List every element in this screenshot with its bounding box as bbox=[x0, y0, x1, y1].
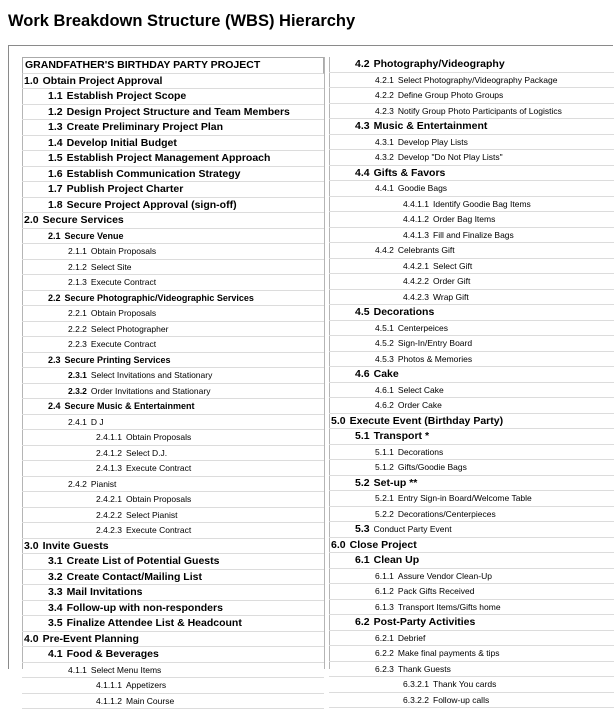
wbs-task: Create List of Potential Guests bbox=[67, 554, 220, 569]
wbs-task: Select Photographer bbox=[91, 322, 169, 337]
wbs-number: 1.7 bbox=[48, 182, 63, 197]
wbs-row bbox=[22, 213, 324, 229]
wbs-number: 2.4.1.2 bbox=[96, 446, 122, 461]
wbs-task: Design Project Structure and Team Members bbox=[67, 105, 290, 120]
wbs-task: Gifts & Favors bbox=[374, 166, 446, 181]
wbs-number: 4.1 bbox=[48, 647, 63, 662]
wbs-number: 3.1 bbox=[48, 554, 63, 569]
wbs-row bbox=[329, 88, 614, 104]
wbs-number: 4.5.1 bbox=[375, 321, 394, 336]
wbs-row bbox=[329, 646, 614, 662]
wbs-number: 1.5 bbox=[48, 151, 63, 166]
wbs-row bbox=[22, 461, 324, 477]
wbs-number: 2.4.2.1 bbox=[96, 492, 122, 507]
wbs-row bbox=[22, 539, 324, 555]
wbs-row bbox=[329, 104, 614, 120]
wbs-row bbox=[22, 632, 324, 648]
wbs-row bbox=[329, 290, 614, 306]
wbs-task: Celebrants Gift bbox=[398, 243, 455, 258]
wbs-task: Appetizers bbox=[126, 678, 166, 693]
wbs-number: 6.2 bbox=[355, 615, 370, 630]
wbs-row bbox=[22, 492, 324, 508]
wbs-task: Execute Event (Birthday Party) bbox=[350, 414, 503, 429]
page-title: Work Breakdown Structure (WBS) Hierarchy bbox=[8, 12, 355, 31]
wbs-row bbox=[329, 367, 614, 383]
wbs-row bbox=[22, 105, 324, 121]
wbs-row bbox=[329, 662, 614, 678]
wbs-number: 4.5.2 bbox=[375, 336, 394, 351]
wbs-task: Select Menu Items bbox=[91, 663, 161, 678]
wbs-number: 2.3.2 bbox=[68, 384, 87, 399]
wbs-row bbox=[329, 274, 614, 290]
wbs-row bbox=[329, 181, 614, 197]
wbs-row bbox=[22, 368, 324, 384]
wbs-row bbox=[329, 445, 614, 461]
wbs-task: Develop "Do Not Play Lists" bbox=[398, 150, 503, 165]
wbs-right-column bbox=[329, 57, 614, 708]
wbs-row bbox=[329, 57, 614, 73]
wbs-task: Transport Items/Gifts home bbox=[398, 600, 501, 615]
wbs-task: Execute Contract bbox=[126, 523, 191, 538]
wbs-number: 4.0 bbox=[24, 632, 39, 647]
wbs-row bbox=[22, 570, 324, 586]
wbs-task: Select Pianist bbox=[126, 508, 178, 523]
wbs-row bbox=[22, 601, 324, 617]
wbs-task: Order Bag Items bbox=[433, 212, 495, 227]
wbs-row bbox=[22, 337, 324, 353]
wbs-row bbox=[22, 229, 324, 245]
wbs-task: Define Group Photo Groups bbox=[398, 88, 503, 103]
wbs-number: 3.5 bbox=[48, 616, 63, 631]
wbs-row bbox=[22, 523, 324, 539]
wbs-number: 4.2.2 bbox=[375, 88, 394, 103]
wbs-number: 2.2.3 bbox=[68, 337, 87, 352]
wbs-task: Decorations bbox=[398, 445, 443, 460]
wbs-row bbox=[329, 336, 614, 352]
wbs-number: 1.8 bbox=[48, 198, 63, 213]
wbs-number: 6.2.1 bbox=[375, 631, 394, 646]
wbs-row bbox=[329, 228, 614, 244]
wbs-task: Debrief bbox=[398, 631, 425, 646]
wbs-row bbox=[22, 322, 324, 338]
wbs-row bbox=[22, 151, 324, 167]
wbs-number: 3.2 bbox=[48, 570, 63, 585]
wbs-number: 4.5 bbox=[355, 305, 370, 320]
wbs-number: 5.2 bbox=[355, 476, 370, 491]
wbs-row bbox=[22, 647, 324, 663]
wbs-row bbox=[22, 57, 324, 74]
wbs-row bbox=[329, 383, 614, 399]
wbs-row bbox=[329, 631, 614, 647]
wbs-number: 2.4.2.3 bbox=[96, 523, 122, 538]
wbs-number: 3.0 bbox=[24, 539, 39, 554]
wbs-row bbox=[329, 693, 614, 709]
wbs-row bbox=[329, 352, 614, 368]
wbs-task: Entry Sign-in Board/Welcome Table bbox=[398, 491, 532, 506]
wbs-number: 2.4.1 bbox=[68, 415, 87, 430]
wbs-task: Establish Communication Strategy bbox=[67, 167, 241, 182]
wbs-number: 2.1 bbox=[48, 229, 61, 244]
wbs-task: Obtain Proposals bbox=[91, 244, 156, 259]
wbs-number: 4.4.1.3 bbox=[403, 228, 429, 243]
wbs-row bbox=[22, 89, 324, 105]
wbs-row bbox=[329, 584, 614, 600]
wbs-row bbox=[22, 353, 324, 369]
wbs-row bbox=[329, 553, 614, 569]
wbs-number: 1.3 bbox=[48, 120, 63, 135]
wbs-row bbox=[22, 477, 324, 493]
wbs-row bbox=[329, 429, 614, 445]
wbs-row bbox=[22, 120, 324, 136]
wbs-task: Secure Venue bbox=[65, 229, 124, 244]
wbs-number: 2.4.1.3 bbox=[96, 461, 122, 476]
wbs-task: Establish Project Management Approach bbox=[67, 151, 271, 166]
wbs-number: 3.4 bbox=[48, 601, 63, 616]
wbs-number: 2.1.3 bbox=[68, 275, 87, 290]
wbs-number: 6.3.2.2 bbox=[403, 693, 429, 708]
wbs-task: Gifts/Goodie Bags bbox=[398, 460, 467, 475]
wbs-number: 6.2.3 bbox=[375, 662, 394, 677]
wbs-task: Pack Gifts Received bbox=[398, 584, 475, 599]
wbs-number: 4.1.1.1 bbox=[96, 678, 122, 693]
wbs-task: Select Invitations and Stationary bbox=[91, 368, 212, 383]
wbs-row bbox=[22, 244, 324, 260]
wbs-task: Clean Up bbox=[374, 553, 420, 568]
wbs-number: 6.2.2 bbox=[375, 646, 394, 661]
wbs-number: 1.1 bbox=[48, 89, 63, 104]
wbs-task: Finalize Attendee List & Headcount bbox=[67, 616, 242, 631]
wbs-number: 4.4.2 bbox=[375, 243, 394, 258]
wbs-row bbox=[22, 291, 324, 307]
wbs-number: 1.6 bbox=[48, 167, 63, 182]
wbs-task: Develop Play Lists bbox=[398, 135, 468, 150]
wbs-number: 5.3 bbox=[355, 522, 370, 537]
wbs-number: 2.2.1 bbox=[68, 306, 87, 321]
wbs-row bbox=[22, 306, 324, 322]
wbs-row bbox=[22, 74, 324, 90]
wbs-task: Select Cake bbox=[398, 383, 444, 398]
wbs-row bbox=[329, 150, 614, 166]
wbs-task: Post-Party Activities bbox=[374, 615, 476, 630]
wbs-task: Secure Music & Entertainment bbox=[65, 399, 195, 414]
wbs-task: Photos & Memories bbox=[398, 352, 472, 367]
wbs-number: 4.4.1.1 bbox=[403, 197, 429, 212]
wbs-task: Assure Vendor Clean-Up bbox=[398, 569, 492, 584]
wbs-task: Decorations/Centerpieces bbox=[398, 507, 496, 522]
wbs-number: 4.1.1 bbox=[68, 663, 87, 678]
wbs-task: Thank Guests bbox=[398, 662, 451, 677]
wbs-row bbox=[329, 73, 614, 89]
wbs-row bbox=[22, 415, 324, 431]
wbs-task: Identify Goodie Bag Items bbox=[433, 197, 531, 212]
wbs-task: Decorations bbox=[374, 305, 435, 320]
wbs-number: 2.2 bbox=[48, 291, 61, 306]
wbs-row bbox=[329, 460, 614, 476]
wbs-task: Follow-up with non-responders bbox=[67, 601, 223, 616]
wbs-number: 4.4 bbox=[355, 166, 370, 181]
wbs-number: 6.0 bbox=[331, 538, 346, 553]
wbs-task: Make final payments & tips bbox=[398, 646, 500, 661]
wbs-row bbox=[329, 212, 614, 228]
wbs-number: 5.2.2 bbox=[375, 507, 394, 522]
wbs-row bbox=[329, 414, 614, 430]
wbs-task: Close Project bbox=[350, 538, 417, 553]
wbs-number: 2.4.2.2 bbox=[96, 508, 122, 523]
wbs-row bbox=[329, 569, 614, 585]
wbs-number: 4.4.2.2 bbox=[403, 274, 429, 289]
wbs-row bbox=[22, 678, 324, 694]
wbs-number: 2.4.2 bbox=[68, 477, 87, 492]
wbs-task: Follow-up calls bbox=[433, 693, 489, 708]
wbs-table bbox=[8, 45, 613, 669]
wbs-task: Main Course bbox=[126, 694, 174, 709]
wbs-row bbox=[22, 585, 324, 601]
wbs-row bbox=[22, 136, 324, 152]
wbs-task: Obtain Proposals bbox=[91, 306, 156, 321]
wbs-task: Publish Project Charter bbox=[67, 182, 184, 197]
wbs-number: 5.1.1 bbox=[375, 445, 394, 460]
wbs-number: 4.2 bbox=[355, 57, 370, 72]
wbs-row bbox=[22, 508, 324, 524]
wbs-task: Obtain Proposals bbox=[126, 430, 191, 445]
wbs-number: 1.0 bbox=[24, 74, 39, 89]
wbs-number: 2.1.2 bbox=[68, 260, 87, 275]
wbs-task: Select Site bbox=[91, 260, 132, 275]
wbs-task: Establish Project Scope bbox=[67, 89, 187, 104]
wbs-task: Develop Initial Budget bbox=[67, 136, 177, 151]
wbs-number: 4.4.2.3 bbox=[403, 290, 429, 305]
wbs-number: 2.3.1 bbox=[68, 368, 87, 383]
wbs-task: Sign-In/Entry Board bbox=[398, 336, 472, 351]
wbs-row bbox=[329, 305, 614, 321]
wbs-row bbox=[329, 507, 614, 523]
wbs-number: 5.1.2 bbox=[375, 460, 394, 475]
wbs-number: 4.4.1.2 bbox=[403, 212, 429, 227]
wbs-row bbox=[329, 600, 614, 616]
wbs-row bbox=[329, 321, 614, 337]
wbs-task: Goodie Bags bbox=[398, 181, 447, 196]
wbs-row bbox=[22, 182, 324, 198]
wbs-task: Mail Invitations bbox=[67, 585, 143, 600]
wbs-number: 6.1.3 bbox=[375, 600, 394, 615]
wbs-row bbox=[329, 522, 614, 538]
wbs-number: 2.3 bbox=[48, 353, 61, 368]
wbs-task: Photography/Videography bbox=[374, 57, 505, 72]
wbs-row bbox=[22, 275, 324, 291]
wbs-row bbox=[329, 491, 614, 507]
wbs-number: 2.4 bbox=[48, 399, 61, 414]
wbs-number: 4.4.1 bbox=[375, 181, 394, 196]
wbs-row bbox=[22, 430, 324, 446]
wbs-task: Secure Project Approval (sign-off) bbox=[67, 198, 237, 213]
wbs-number: 2.1.1 bbox=[68, 244, 87, 259]
wbs-task: Transport * bbox=[374, 429, 429, 444]
wbs-row bbox=[22, 663, 324, 679]
wbs-number: 6.1.1 bbox=[375, 569, 394, 584]
wbs-row bbox=[329, 476, 614, 492]
wbs-task: Notify Group Photo Participants of Logistics bbox=[398, 104, 562, 119]
wbs-task: Centerpeices bbox=[398, 321, 448, 336]
wbs-row bbox=[329, 119, 614, 135]
wbs-task: Create Contact/Mailing List bbox=[67, 570, 202, 585]
wbs-task: Create Preliminary Project Plan bbox=[67, 120, 223, 135]
wbs-task: Secure Services bbox=[43, 213, 124, 228]
wbs-number: 6.3.2.1 bbox=[403, 677, 429, 692]
wbs-row bbox=[329, 259, 614, 275]
wbs-number: 6.1.2 bbox=[375, 584, 394, 599]
wbs-left-column bbox=[22, 57, 324, 709]
wbs-task: Select Photography/Videography Package bbox=[398, 73, 558, 88]
wbs-task: Select D.J. bbox=[126, 446, 167, 461]
wbs-number: 4.1.1.2 bbox=[96, 694, 122, 709]
wbs-row bbox=[329, 398, 614, 414]
wbs-task: Cake bbox=[374, 367, 399, 382]
wbs-task: Pre-Event Planning bbox=[43, 632, 139, 647]
wbs-row bbox=[22, 167, 324, 183]
wbs-number: 5.0 bbox=[331, 414, 346, 429]
wbs-number: 4.3.2 bbox=[375, 150, 394, 165]
wbs-task: D J bbox=[91, 415, 104, 430]
wbs-row bbox=[329, 243, 614, 259]
wbs-number: 6.1 bbox=[355, 553, 370, 568]
wbs-task: Execute Contract bbox=[91, 275, 156, 290]
wbs-number: 2.2.2 bbox=[68, 322, 87, 337]
wbs-row bbox=[329, 538, 614, 554]
wbs-number: 4.6 bbox=[355, 367, 370, 382]
wbs-task: Order Cake bbox=[398, 398, 442, 413]
wbs-number: 4.6.2 bbox=[375, 398, 394, 413]
wbs-row bbox=[329, 135, 614, 151]
wbs-row bbox=[329, 615, 614, 631]
wbs-row bbox=[22, 384, 324, 400]
wbs-task: Food & Beverages bbox=[67, 647, 159, 662]
wbs-task: Invite Guests bbox=[43, 539, 109, 554]
wbs-task: Execute Contract bbox=[91, 337, 156, 352]
wbs-row bbox=[22, 554, 324, 570]
wbs-task: Wrap Gift bbox=[433, 290, 469, 305]
wbs-number: 2.4.1.1 bbox=[96, 430, 122, 445]
wbs-row bbox=[22, 446, 324, 462]
wbs-task: Secure Photographic/Videographic Services bbox=[65, 291, 254, 306]
wbs-task: Obtain Project Approval bbox=[43, 74, 163, 89]
wbs-row bbox=[22, 399, 324, 415]
wbs-task: Fill and Finalize Bags bbox=[433, 228, 514, 243]
wbs-number: 5.2.1 bbox=[375, 491, 394, 506]
wbs-task: Obtain Proposals bbox=[126, 492, 191, 507]
wbs-task: Order Invitations and Stationary bbox=[91, 384, 211, 399]
wbs-task: Order Gift bbox=[433, 274, 470, 289]
wbs-number: 4.3 bbox=[355, 119, 370, 134]
wbs-row bbox=[329, 677, 614, 693]
wbs-task: Thank You cards bbox=[433, 677, 496, 692]
wbs-number: 4.4.2.1 bbox=[403, 259, 429, 274]
wbs-number: 4.3.1 bbox=[375, 135, 394, 150]
wbs-number: 4.5.3 bbox=[375, 352, 394, 367]
wbs-row bbox=[22, 694, 324, 709]
wbs-number: 1.2 bbox=[48, 105, 63, 120]
wbs-task: Secure Printing Services bbox=[65, 353, 171, 368]
wbs-number: 4.6.1 bbox=[375, 383, 394, 398]
wbs-task: GRANDFATHER'S BIRTHDAY PARTY PROJECT bbox=[25, 58, 260, 73]
wbs-number: 3.3 bbox=[48, 585, 63, 600]
wbs-row bbox=[22, 616, 324, 632]
column-divider bbox=[324, 57, 325, 669]
wbs-row bbox=[329, 197, 614, 213]
wbs-task: Conduct Party Event bbox=[374, 522, 452, 537]
wbs-number: 4.2.3 bbox=[375, 104, 394, 119]
wbs-number: 5.1 bbox=[355, 429, 370, 444]
wbs-number: 1.4 bbox=[48, 136, 63, 151]
wbs-row bbox=[22, 198, 324, 214]
wbs-number: 2.0 bbox=[24, 213, 39, 228]
wbs-number: 4.2.1 bbox=[375, 73, 394, 88]
wbs-task: Music & Entertainment bbox=[374, 119, 488, 134]
wbs-task: Set-up ** bbox=[374, 476, 418, 491]
wbs-task: Execute Contract bbox=[126, 461, 191, 476]
wbs-row bbox=[22, 260, 324, 276]
wbs-task: Select Gift bbox=[433, 259, 472, 274]
wbs-row bbox=[329, 166, 614, 182]
wbs-task: Pianist bbox=[91, 477, 117, 492]
